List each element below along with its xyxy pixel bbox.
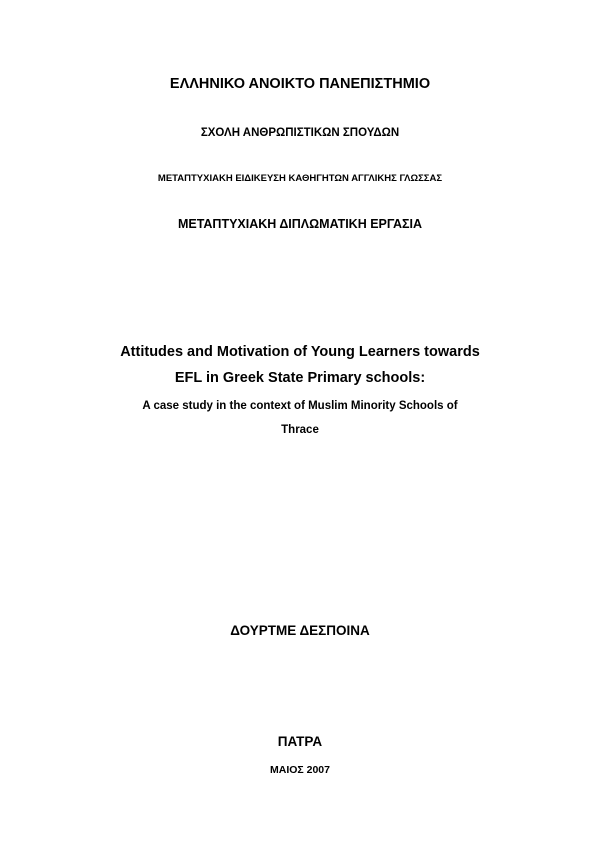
date: ΜΑΙΟΣ 2007 xyxy=(270,764,330,776)
city: ΠΑΤΡΑ xyxy=(277,734,323,749)
thesis-subtitle-line-1: A case study in the context of Muslim Minority Schools of xyxy=(142,400,458,412)
thesis-title-line-2: EFL in Greek State Primary schools: xyxy=(174,370,426,386)
thesis-subtitle-line-2: Thrace xyxy=(281,424,319,436)
programme-name: ΜΕΤΑΠΤΥΧΙΑΚΗ ΕΙΔΙΚΕΥΣΗ ΚΑΘΗΓΗΤΩΝ ΑΓΓΛΙΚΗΣ ΓΛΩΣΣΑΣ xyxy=(157,173,443,184)
author-name: ΔΟΥΡΤΜΕ ΔΕΣΠΟΙΝΑ xyxy=(230,623,370,638)
thesis-type: ΜΕΤΑΠΤΥΧΙΑΚΗ ΔΙΠΛΩΜΑΤΙΚΗ ΕΡΓΑΣΙΑ xyxy=(177,217,423,231)
university-name: ΕΛΛΗΝΙΚΟ ΑΝΟΙΚΤΟ ΠΑΝΕΠΙΣΤΗΜΙΟ xyxy=(169,76,431,92)
school-name: ΣΧΟΛΗ ΑΝΘΡΩΠΙΣΤΙΚΩΝ ΣΠΟΥΔΩΝ xyxy=(200,127,400,139)
thesis-title-line-1: Attitudes and Motivation of Young Learners towards xyxy=(120,344,480,360)
